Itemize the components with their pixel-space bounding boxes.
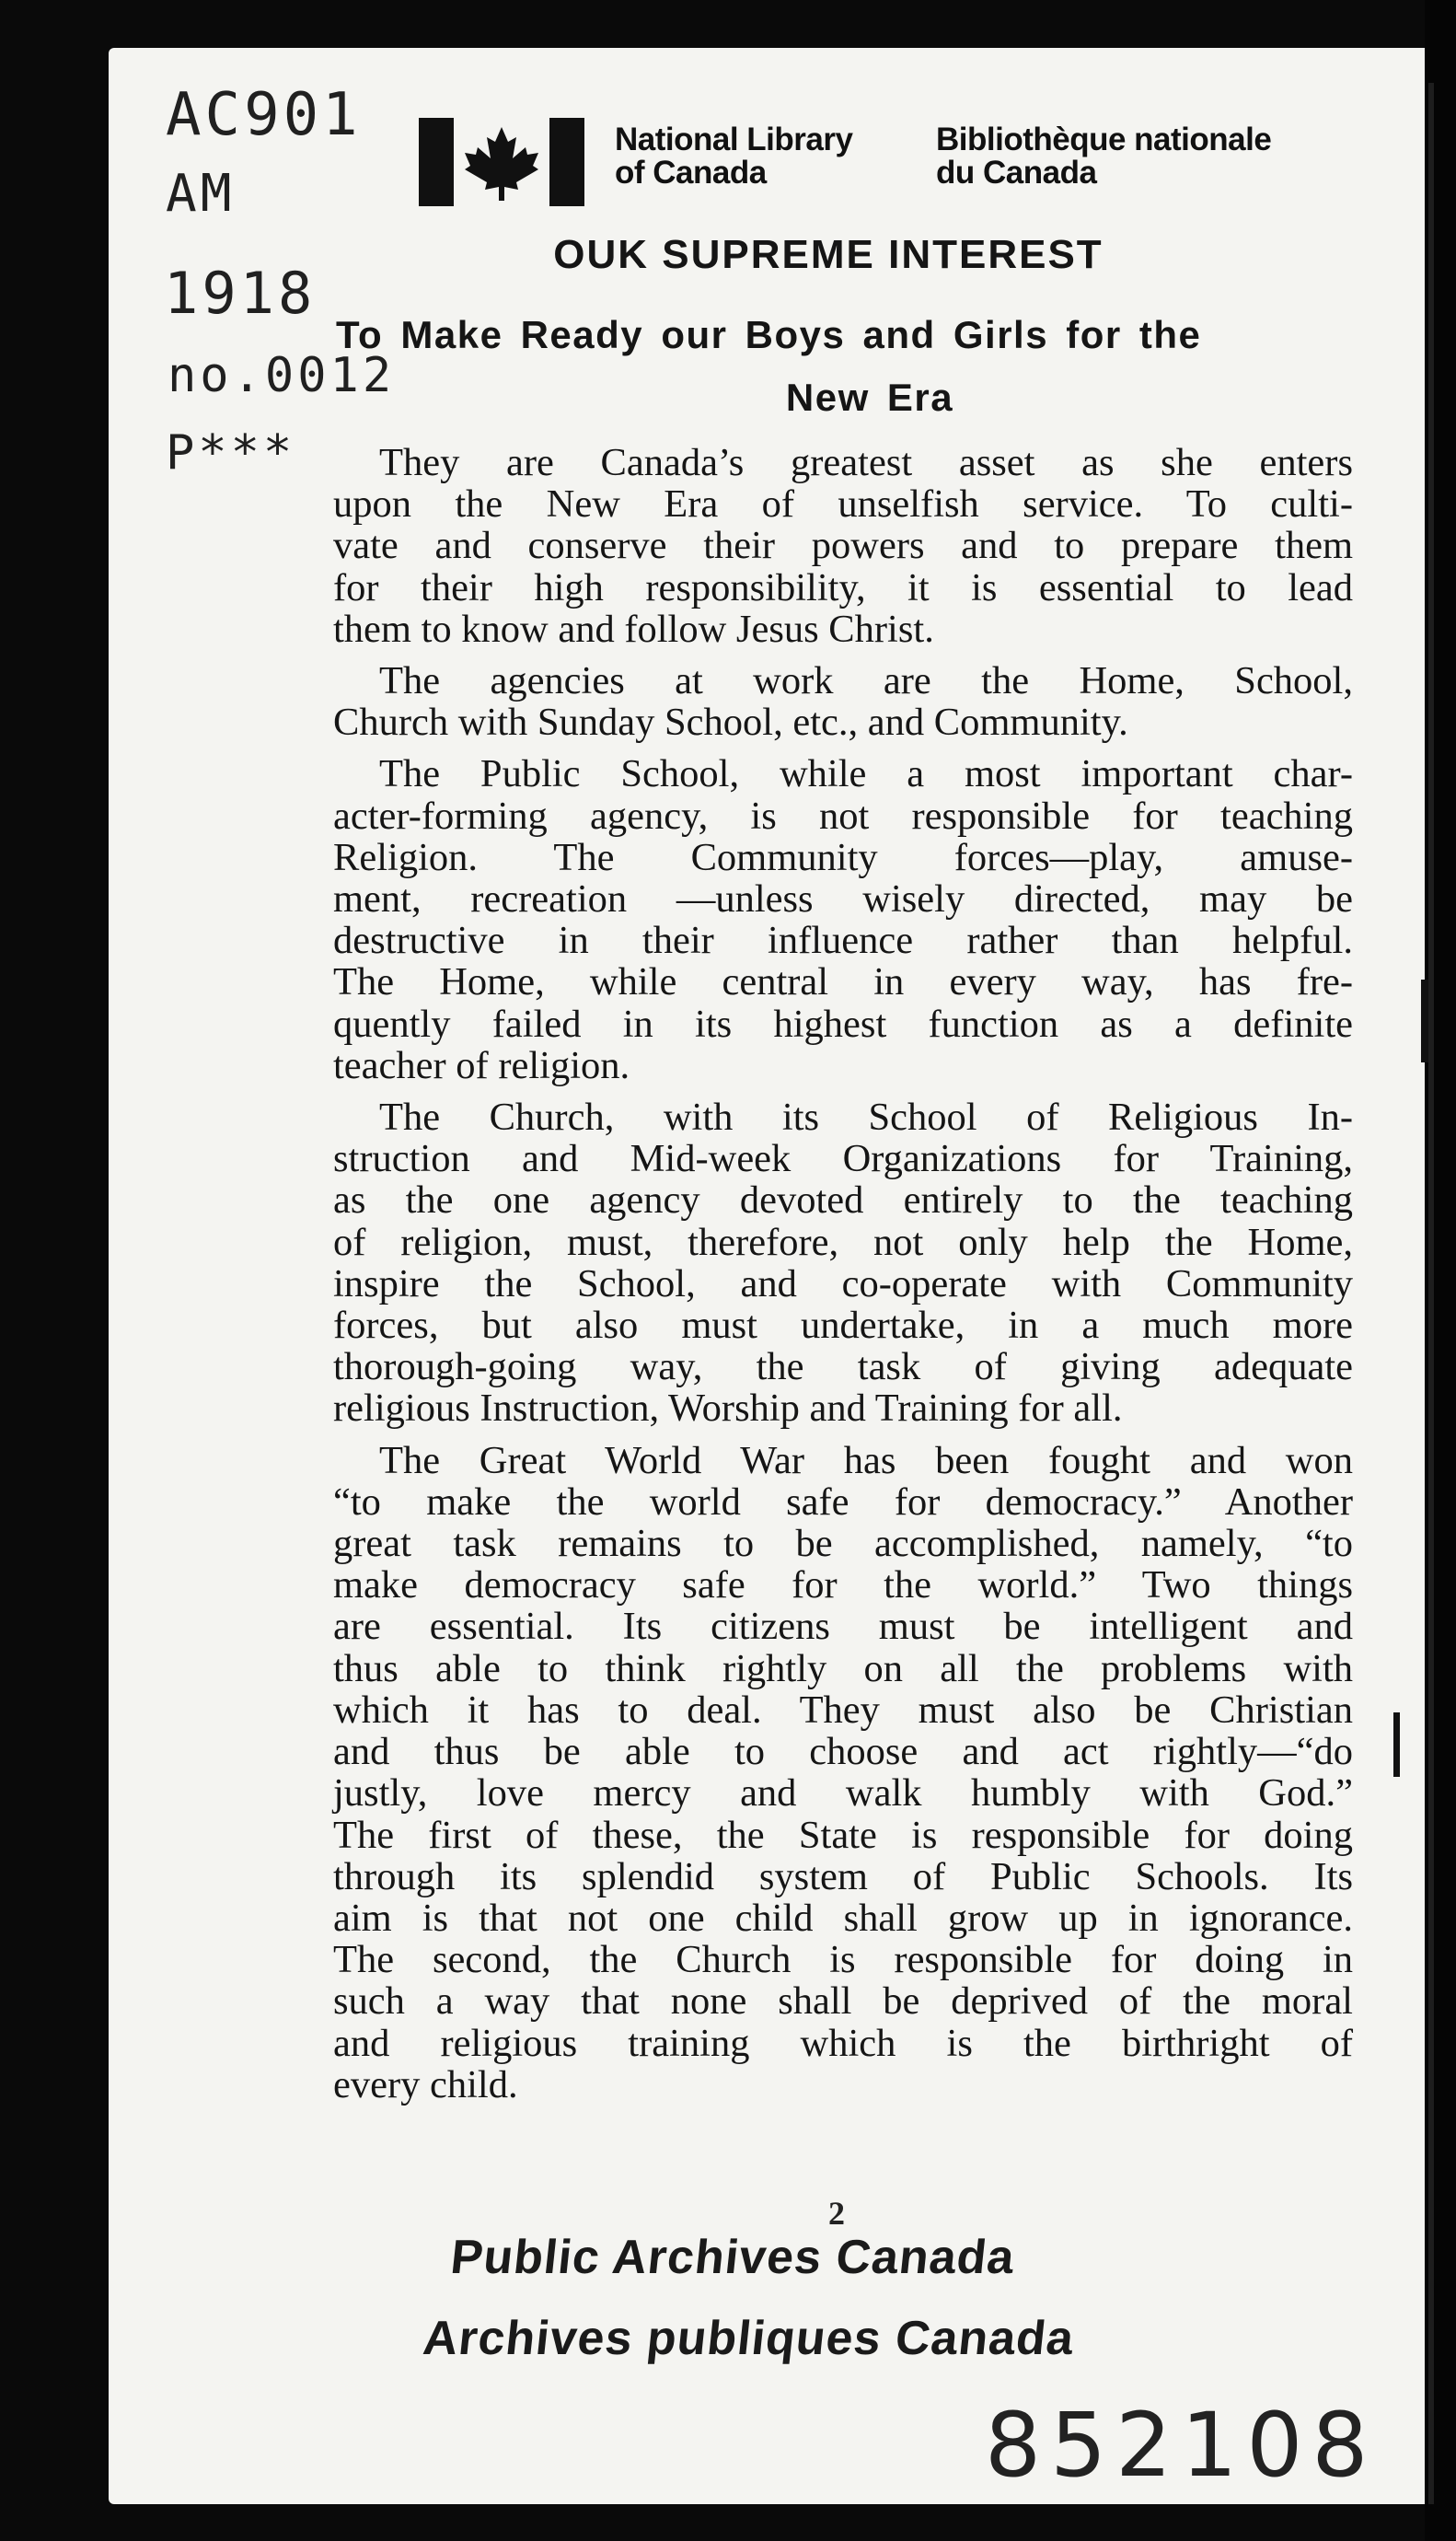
text-line: of religion, must, therefore, not only help the Home, [333, 1220, 1353, 1264]
accession-number: 852108 [985, 2394, 1378, 2497]
text-line: them to know and follow Jesus Christ. [333, 607, 934, 651]
text-line: as the one agency devoted entirely to the teaching [333, 1178, 1353, 1223]
text-line: The Great World War has been fought and won [379, 1438, 1353, 1482]
text-line: aim is that not one child shall grow up in ignorance. [333, 1896, 1353, 1940]
paragraph [333, 660, 1353, 743]
paragraph [333, 442, 1353, 650]
library-name-line: of Canada [615, 155, 767, 191]
text-line: are essential. Its citizens must be intelligent and [333, 1605, 1353, 1649]
archive-stamp: Archives publiques Canada [420, 2312, 1078, 2365]
text-line: The Public School, while a most important char- [379, 752, 1353, 796]
text-line: The Church, with its School of Religious In- [379, 1096, 1353, 1140]
text-line: through its splendid system of Public Schools. Its [333, 1854, 1353, 1898]
text-line: religious Instruction, Worship and Training for all. [333, 1387, 1123, 1431]
text-line: for their high responsibility, it is essential to lead [333, 565, 1353, 609]
text-line: vate and conserve their powers and to prepare them [333, 524, 1353, 568]
document-title: OUK SUPREME INTEREST [553, 232, 1104, 277]
handwritten-note: P*** [166, 425, 296, 481]
text-line: acter-forming agency, is not responsible for teaching [333, 794, 1353, 838]
text-line: such a way that none shall be deprived of the moral [333, 1979, 1353, 2024]
library-name-english [615, 123, 852, 190]
paragraph [333, 1440, 1353, 2106]
library-logo [419, 118, 584, 206]
logo-bar [549, 118, 584, 206]
maple-leaf-icon [459, 122, 544, 203]
text-line: The first of these, the State is responsible for doing [333, 1813, 1353, 1857]
text-line: justly, love mercy and walk humbly with God.” [333, 1771, 1353, 1816]
text-line: make democracy safe for the world.” Two things [333, 1563, 1353, 1607]
text-line: upon the New Era of unselfish service. To culti- [333, 482, 1353, 527]
page-number: 2 [828, 2195, 845, 2232]
handwritten-note: no.0012 [168, 348, 396, 403]
text-line: The Home, while central in every way, has fre- [333, 960, 1353, 1004]
text-line: thorough-going way, the task of giving adequate [333, 1345, 1353, 1389]
body-text [333, 442, 1353, 2116]
text-line: teacher of religion. [333, 1043, 630, 1087]
text-line: The second, the Church is responsible for doing in [333, 1938, 1353, 1982]
library-name-line: National Library [615, 122, 853, 157]
paragraph [333, 753, 1353, 1086]
text-line: which it has to deal. They must also be Christian [333, 1688, 1353, 1732]
subtitle-line: To Make Ready our Boys and Girls for the [336, 313, 1202, 356]
binding-mark [1421, 980, 1428, 1062]
text-line: destructive in their influence rather than helpful. [333, 919, 1353, 963]
text-line: “to make the world safe for democracy.” Another [333, 1479, 1353, 1524]
archive-stamp: Public Archives Canada [447, 2231, 1018, 2284]
text-line: every child. [333, 2062, 518, 2106]
text-line: Church with Sunday School, etc., and Community. [333, 701, 1128, 745]
text-line: inspire the School, and co-operate with Community [333, 1261, 1353, 1305]
text-line: Religion. The Community forces—play, amuse- [333, 835, 1353, 879]
text-line: and religious training which is the birthright of [333, 2021, 1353, 2065]
binding-edge [1428, 83, 1434, 2504]
binding-mark [1393, 1712, 1400, 1777]
handwritten-note: AM [166, 164, 236, 224]
text-line: great task remains to be accomplished, namely, “to [333, 1522, 1353, 1566]
text-line: quently failed in its highest function as a definite [333, 1002, 1353, 1046]
paragraph [333, 1096, 1353, 1430]
text-line: The agencies at work are the Home, School, [379, 659, 1353, 703]
text-line: ment, recreation —unless wisely directed, may be [333, 877, 1353, 922]
text-line: and thus be able to choose and act rightly—“do [333, 1730, 1353, 1774]
text-line: thus able to think rightly on all the problems with [333, 1646, 1353, 1690]
library-name-french [936, 123, 1271, 190]
handwritten-note: AC901 [166, 81, 362, 149]
handwritten-note: 1918 [164, 260, 317, 327]
logo-bar [419, 118, 454, 206]
document-subtitle [336, 304, 1367, 429]
text-line: They are Canada’s greatest asset as she enters [379, 441, 1353, 484]
subtitle-line: New Era [785, 376, 954, 419]
library-name-line: du Canada [936, 155, 1097, 191]
text-line: forces, but also must undertake, in a much more [333, 1304, 1353, 1348]
library-name-line: Bibliothèque nationale [936, 122, 1272, 157]
text-line: struction and Mid-week Organizations for Training, [333, 1137, 1353, 1181]
